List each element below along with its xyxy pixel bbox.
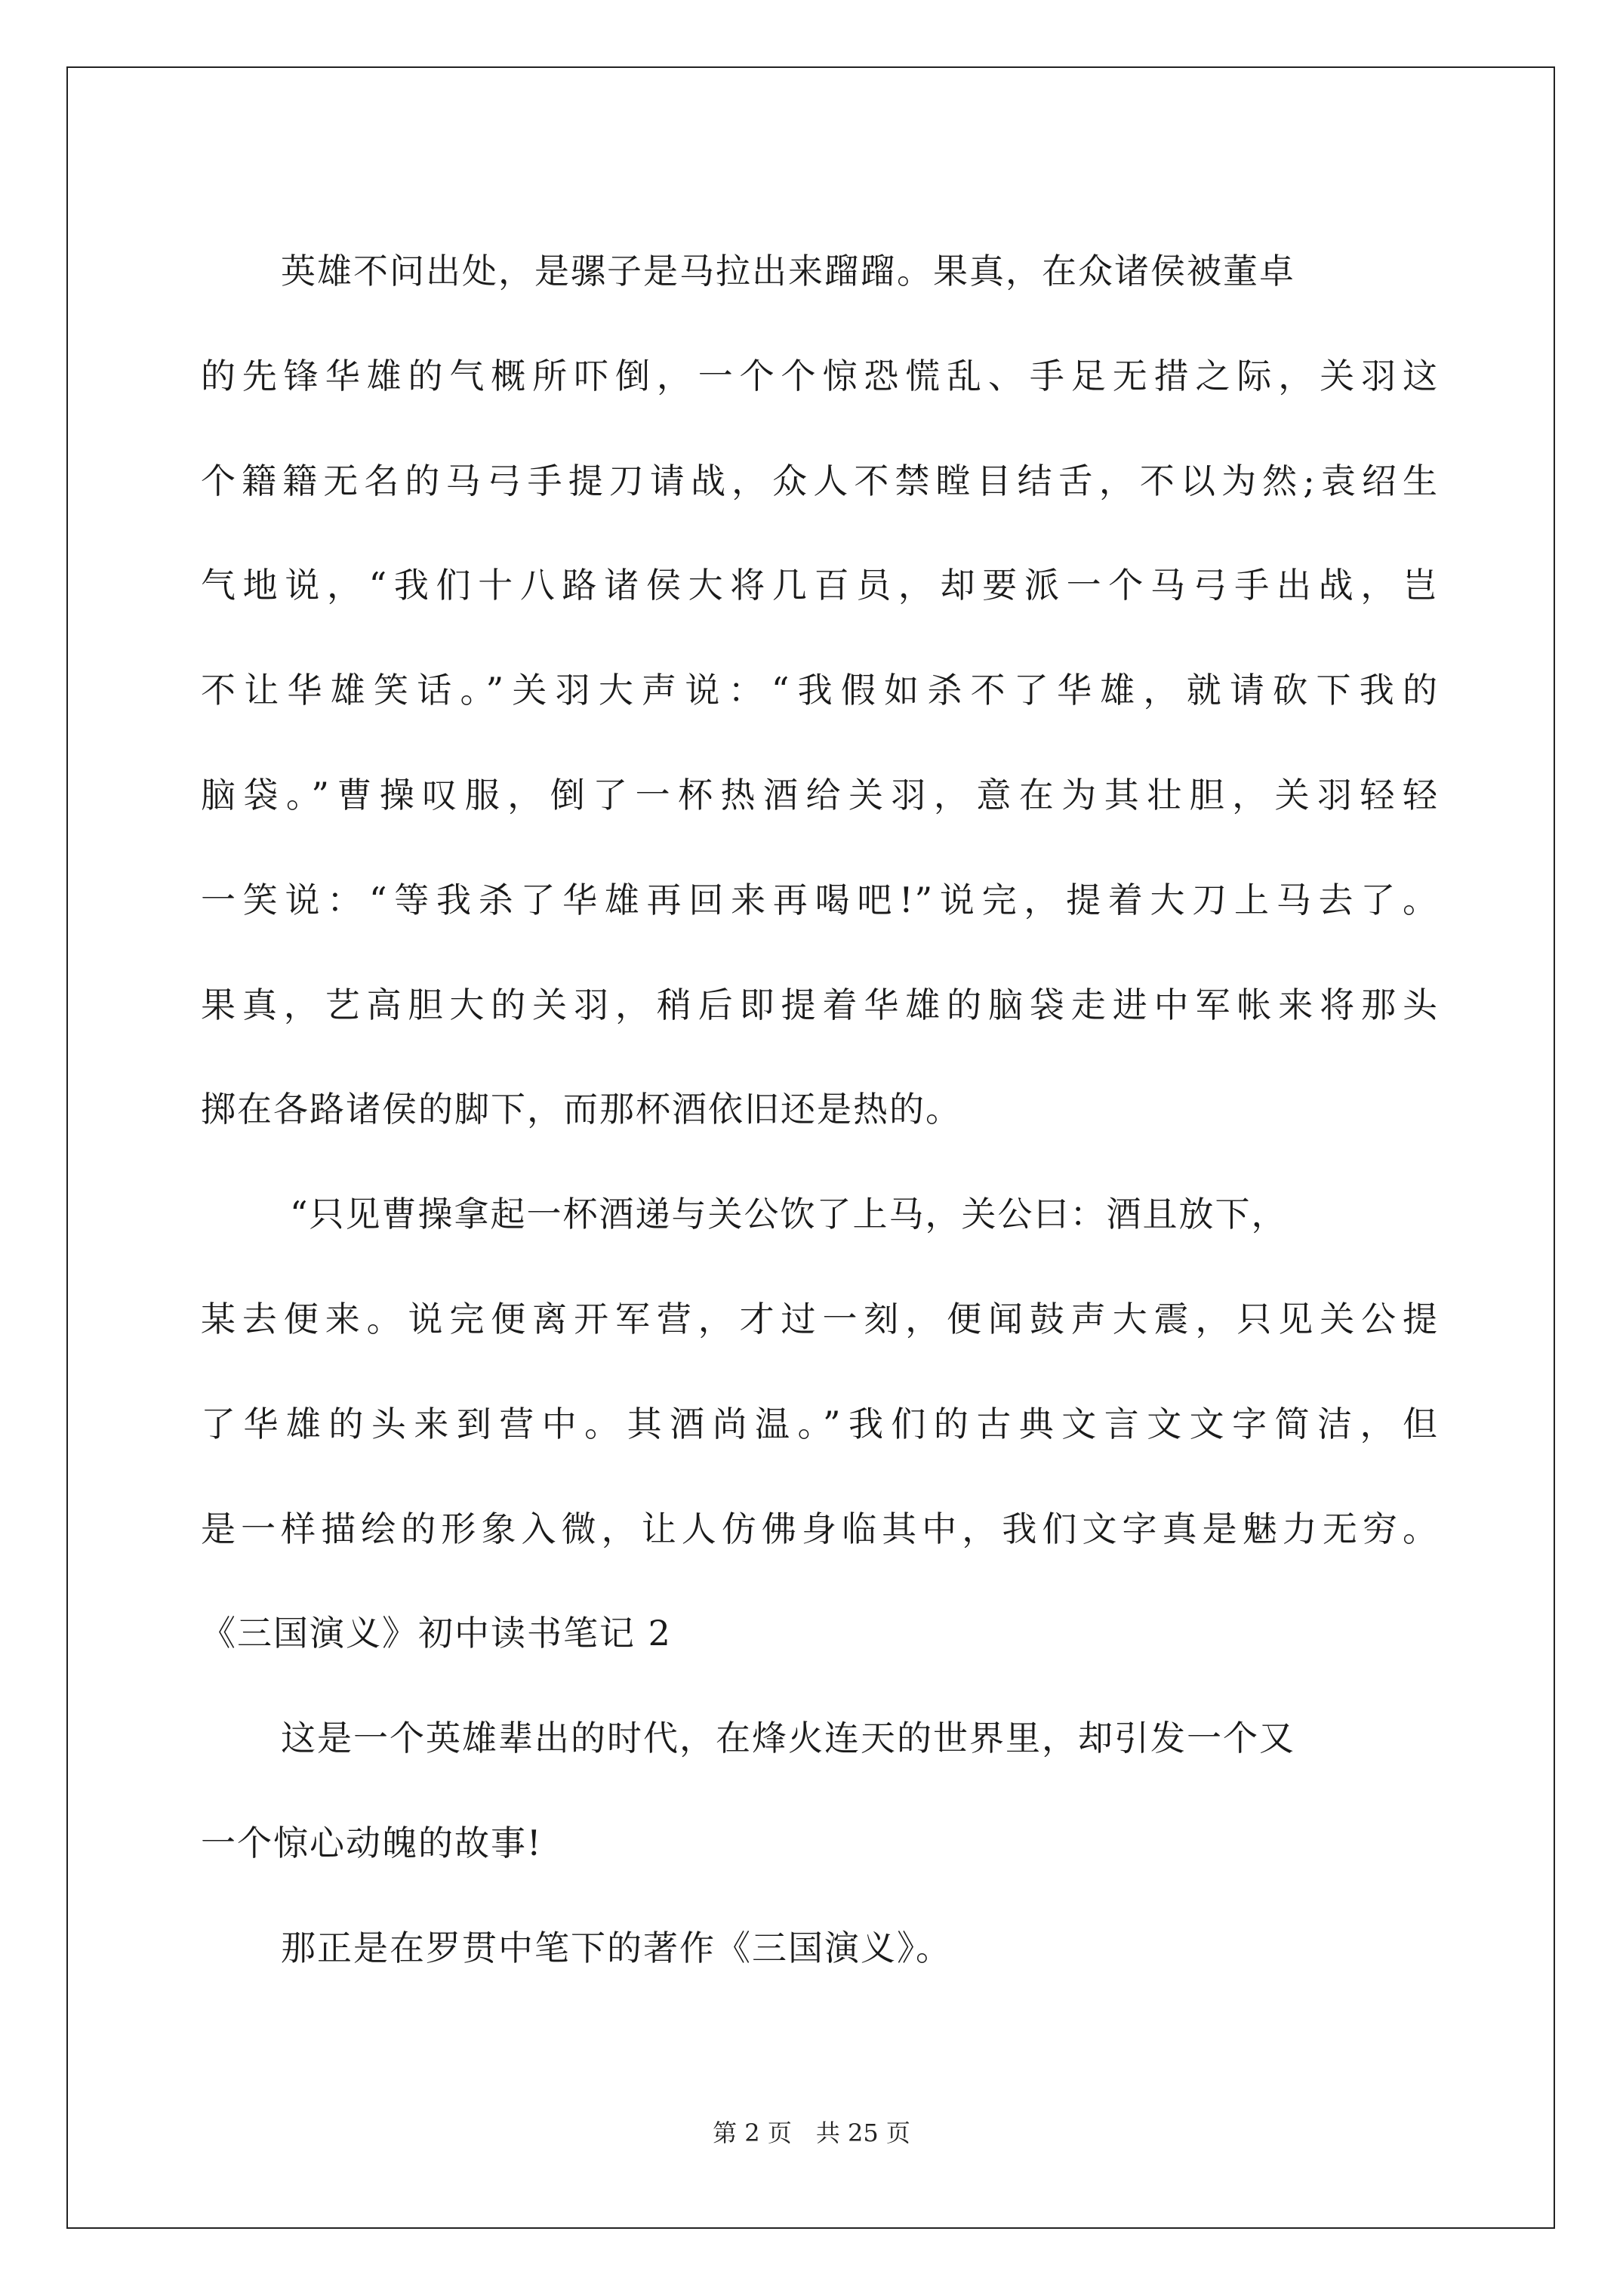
paragraph-3-line-1: 这是一个英雄辈出的时代，在烽火连天的世界里，却引发一个又	[281, 1718, 1295, 1759]
section-heading: 《三国演义》初中读书笔记 2	[201, 1613, 672, 1654]
paragraph-1-line-7: 一笑说：“等我杀了华雄再回来再喝吧!”说完，提着大刀上马去了。	[201, 879, 1439, 920]
paragraph-2-line-1: “只见曹操拿起一杯酒递与关公饮了上马，关公曰：酒且放下，	[290, 1194, 1288, 1235]
paragraph-2-line-4: 是一样描绘的形象入微，让人仿佛身临其中，我们文字真是魅力无穷。	[201, 1508, 1439, 1549]
paragraph-1-line-3: 个籍籍无名的马弓手提刀请战，众人不禁瞠目结舌，不以为然;袁绍生	[201, 460, 1439, 501]
paragraph-1-line-8: 果真，艺高胆大的关羽，稍后即提着华雄的脑袋走进中军帐来将那头	[201, 984, 1439, 1025]
page-number-footer: 第 2 页 共 25 页	[713, 2119, 910, 2147]
paragraph-4-line-1: 那正是在罗贯中笔下的著作《三国演义》。	[281, 1927, 952, 1968]
paragraph-1-line-6: 脑袋。”曹操叹服，倒了一杯热酒给关羽，意在为其壮胆，关羽轻轻	[201, 774, 1439, 815]
paragraph-1-line-4: 气地说，“我们十八路诸侯大将几百员，却要派一个马弓手出战，岂	[201, 565, 1439, 606]
paragraph-1-line-5: 不让华雄笑话。”关羽大声说：“我假如杀不了华雄，就请砍下我的	[201, 670, 1439, 711]
paragraph-2-line-3: 了华雄的头来到营中。其酒尚温。”我们的古典文言文文字简洁，但	[201, 1403, 1439, 1444]
paragraph-3-line-2: 一个惊心动魄的故事!	[201, 1822, 543, 1863]
document-body	[201, 219, 1439, 2001]
paragraph-1-line-2: 的先锋华雄的气概所吓倒，一个个惊恐慌乱、手足无措之际，关羽这	[201, 355, 1439, 396]
paragraph-2-line-2: 某去便来。说完便离开军营，才过一刻，便闻鼓声大震，只见关公提	[201, 1298, 1439, 1339]
paragraph-1-line-9: 掷在各路诸侯的脚下，而那杯酒依旧还是热的。	[201, 1089, 962, 1130]
paragraph-1-line-1: 英雄不问出处，是骡子是马拉出来蹓蹓。果真，在众诸侯被董卓	[281, 251, 1295, 291]
